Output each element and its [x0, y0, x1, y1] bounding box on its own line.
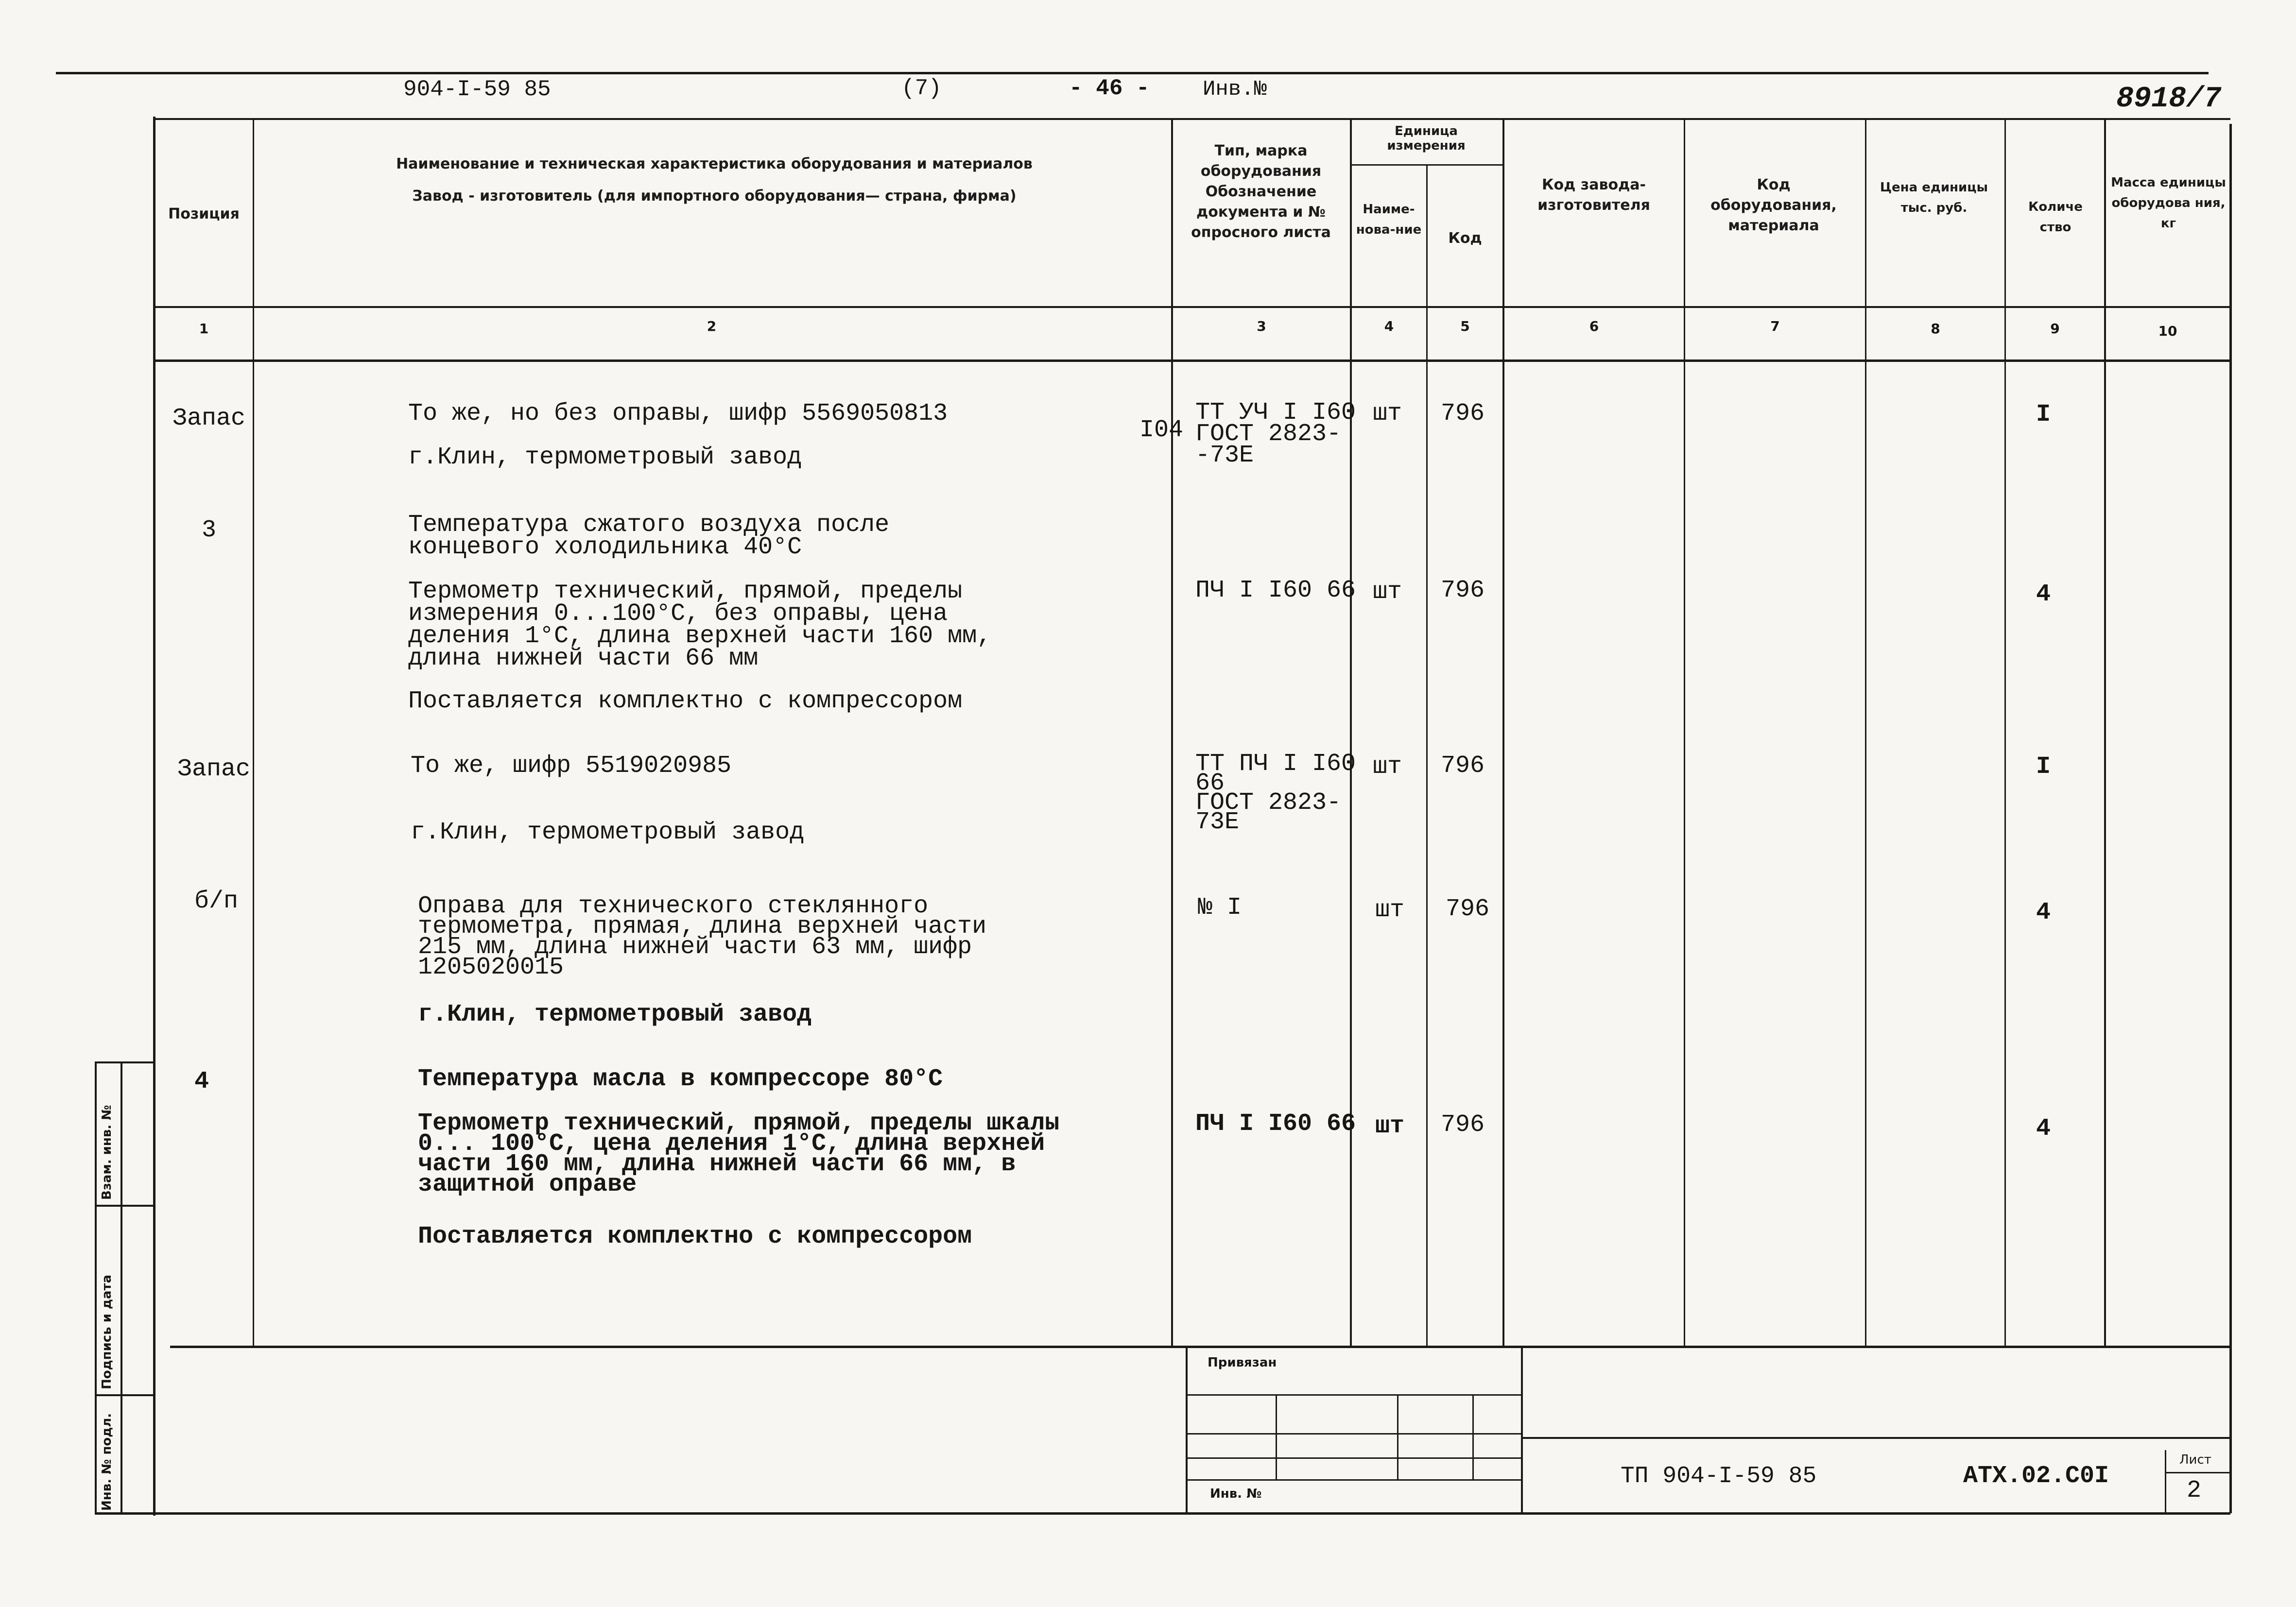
- stamp-vline-1: [1276, 1395, 1277, 1480]
- code-cell: 796: [1446, 895, 1490, 923]
- col-sep-8: [2004, 119, 2006, 1346]
- col-sep-1: [253, 119, 254, 1346]
- side-strip-sep-1: [95, 1205, 155, 1207]
- stamp-hline-1: [1187, 1394, 1522, 1396]
- col-sep-5: [1502, 119, 1504, 1346]
- item-name: То же, но без оправы, шифр 5569050813: [408, 400, 948, 427]
- body-bottom: [170, 1346, 2230, 1348]
- item-name: То же, шифр 5519020985: [411, 752, 732, 780]
- quantity-cell: 4: [2036, 899, 2051, 926]
- header-price: Цена единицы тыс. руб.: [1880, 180, 1988, 215]
- col-sep-3: [1350, 119, 1352, 1346]
- type-cell: № I: [1198, 894, 1242, 922]
- colnum-4: 4: [1384, 318, 1394, 334]
- unit-cell: шт: [1375, 896, 1405, 924]
- type-cell: ТТ ПЧ I I60 66 ГОСТ 2823- 73Е: [1195, 750, 1356, 836]
- position-cell: 4: [194, 1068, 209, 1095]
- attached-label: Привязан: [1208, 1355, 1277, 1370]
- item-name: Температура масла в компрессоре 80°С: [418, 1065, 943, 1093]
- header-plant-code: Код завода-изготовителя: [1537, 176, 1650, 214]
- sheet-box-left: [2165, 1450, 2166, 1514]
- item-name: Поставляется комплектно с компрессором: [408, 687, 963, 715]
- position-cell: б/п: [194, 888, 239, 915]
- side-mark: I04: [1139, 416, 1184, 444]
- stamp-hline-3: [1187, 1457, 1522, 1459]
- col-sep-4: [1426, 165, 1428, 1346]
- stamp-hline-4: [1187, 1479, 1522, 1481]
- inventory-number-label: Инв. №: [1210, 1487, 1262, 1501]
- side-strip-sep-2: [95, 1394, 155, 1396]
- colnum-bottom: [153, 359, 2230, 362]
- colnum-10: 10: [2158, 323, 2177, 339]
- unit-cell: шт: [1375, 1112, 1405, 1140]
- sheet-label: Лист: [2179, 1453, 2211, 1467]
- col-sep-6: [1684, 119, 1685, 1346]
- quantity-cell: I: [2036, 753, 2051, 781]
- type-cell: ПЧ I I60 66: [1195, 1110, 1356, 1138]
- part-number: (7): [901, 76, 942, 101]
- header-bottom: [153, 306, 2230, 308]
- frame-bottom: [95, 1512, 2230, 1515]
- frame-left: [153, 117, 155, 1516]
- colnum-9: 9: [2050, 321, 2060, 337]
- item-name: Поставляется комплектно с компрессором: [418, 1223, 972, 1250]
- header-mass: Масса единицы оборудова ния, кг: [2111, 175, 2226, 231]
- col-sep-7: [1865, 119, 1866, 1346]
- colnum-3: 3: [1257, 318, 1266, 334]
- colnum-8: 8: [1931, 321, 1940, 337]
- position-cell: 3: [202, 516, 217, 544]
- header-unit-code: Код: [1448, 230, 1482, 247]
- header-unit-group: Единица измерения: [1387, 124, 1466, 153]
- col-sep-2: [1171, 119, 1173, 1346]
- frame-right: [2229, 124, 2232, 1513]
- header-top: [153, 118, 2230, 120]
- code-cell: 796: [1441, 752, 1485, 780]
- stamp-code: АТХ.02.С0I: [1963, 1462, 2109, 1490]
- stamp-document: ТП 904-I-59 85: [1621, 1463, 1817, 1489]
- header-unit-name: Наиме-нова-ние: [1356, 202, 1422, 237]
- quantity-cell: I: [2036, 401, 2051, 428]
- item-name: Термометр технический, прямой, пределы измерения 0...100°С, без оправы, цена деления 1°С, длина верхней части 160 мм, длина нижней части 66 мм: [408, 578, 992, 672]
- colnum-7: 7: [1770, 318, 1780, 334]
- colnum-5: 5: [1460, 318, 1470, 334]
- header-equipment-code: Код оборудования, материала: [1710, 176, 1837, 234]
- unit-cell: шт: [1373, 400, 1402, 427]
- code-cell: 796: [1441, 1111, 1485, 1139]
- side-label-replacement: Взам. инв. №: [100, 1105, 114, 1200]
- sheet-box-line: [2166, 1472, 2230, 1473]
- page-number: - 46 -: [1069, 76, 1150, 101]
- header-quantity: Количе ство: [2028, 200, 2083, 235]
- stamp-title-line: [1522, 1437, 2230, 1439]
- stamp-divider-left: [1186, 1347, 1188, 1514]
- item-name: Термометр технический, прямой, пределы шкалы 0... 100°С, цена деления 1°С, длина верхней части 160 мм, длина нижней части 66 мм, в защитной оправе: [418, 1110, 1060, 1198]
- colnum-6: 6: [1589, 318, 1599, 334]
- item-name: Оправа для технического стеклянного термометра, прямая, длина верхней части 215 мм, длина нижней части 63 мм, шифр 1205020015: [418, 892, 987, 981]
- item-name: Температура сжатого воздуха после концевого холодильника 40°С: [408, 511, 890, 561]
- doc-code: 904-I-59 85: [403, 77, 551, 102]
- stamp-divider-mid: [1521, 1347, 1523, 1514]
- stamp-hline-2: [1187, 1433, 1522, 1435]
- position-cell: Запас: [173, 405, 246, 432]
- inventory-label: Инв.№: [1203, 77, 1267, 102]
- item-name: г.Клин, термометровый завод: [418, 1001, 812, 1028]
- side-strip-top: [95, 1061, 155, 1063]
- stamp-vline-2: [1397, 1395, 1398, 1480]
- stamp-vline-3: [1472, 1395, 1474, 1480]
- header-type: Тип, марка оборудования Обозначение документа и № опросного листа: [1191, 142, 1331, 241]
- header-position: Позиция: [168, 205, 240, 222]
- colnum-2: 2: [707, 318, 717, 334]
- side-strip-right: [121, 1061, 122, 1515]
- col-sep-9: [2104, 119, 2106, 1346]
- sheet-number: 2: [2187, 1477, 2202, 1504]
- unit-cell: шт: [1373, 578, 1402, 606]
- quantity-cell: 4: [2036, 1115, 2051, 1143]
- unit-cell: шт: [1373, 753, 1402, 781]
- code-cell: 796: [1441, 577, 1485, 604]
- side-label-signature: Подпись и дата: [100, 1274, 114, 1389]
- item-name: г.Клин, термометровый завод: [411, 819, 805, 846]
- type-cell: ТТ УЧ I I60 ГОСТ 2823- -73Е: [1195, 399, 1356, 469]
- code-cell: 796: [1441, 400, 1485, 427]
- unit-group-line: [1350, 164, 1504, 166]
- side-strip-left: [95, 1061, 97, 1515]
- quantity-cell: 4: [2036, 581, 2051, 608]
- side-label-inv-original: Инв. № подл.: [100, 1413, 114, 1511]
- top-border: [56, 72, 2209, 74]
- type-cell: ПЧ I I60 66: [1195, 577, 1356, 604]
- header-name: Наименование и техническая характеристика оборудования и материалов Завод - изготовитель (для импортного оборудования— страна, фирма): [396, 155, 1033, 205]
- position-cell: Запас: [177, 755, 251, 783]
- colnum-1: 1: [199, 321, 209, 337]
- item-name: г.Клин, термометровый завод: [408, 444, 802, 471]
- archive-number: 8918/7: [2116, 83, 2222, 116]
